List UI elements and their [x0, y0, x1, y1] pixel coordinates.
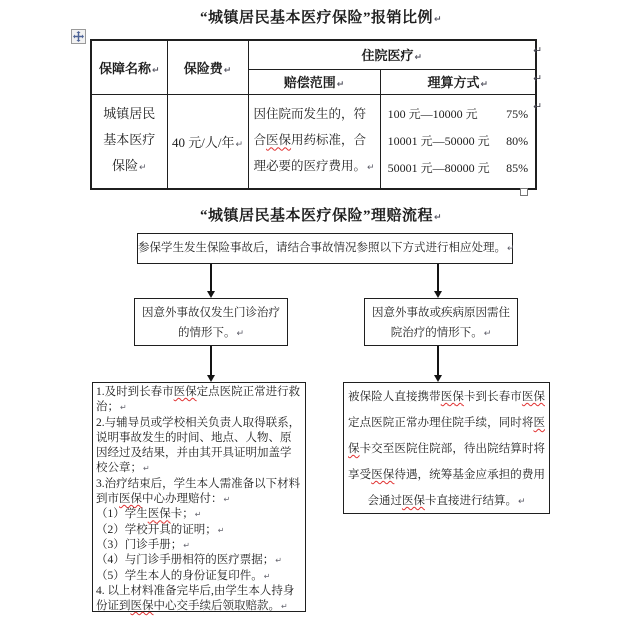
tier-percent: 75%: [506, 106, 529, 121]
tier-range: 10001 元—50000 元: [387, 133, 490, 148]
outpatient-steps-box: [92, 382, 306, 612]
four-way-arrow-icon: [73, 31, 84, 42]
tier-row: [388, 101, 529, 128]
text-line: （2）学校开具的证明；↵: [96, 523, 225, 536]
paragraph-mark-icon: ↵: [281, 602, 288, 612]
text-line: 保险↵: [111, 158, 147, 174]
reimbursement-title: [0, 6, 642, 27]
table-resize-handle[interactable]: [520, 188, 528, 196]
tier-range: 100 元—10000 元: [387, 106, 478, 121]
flow-arrow-down: [433, 346, 442, 382]
paragraph-mark-icon: ↵: [507, 244, 515, 254]
text-line: 院治疗的情形下。↵: [390, 327, 492, 339]
paragraph-mark-icon: ↵: [223, 495, 231, 505]
text-line: 合医保用药标准，合: [253, 133, 367, 148]
text-line: 的情形下。↵: [177, 327, 245, 339]
tier-percent: 85%: [506, 160, 529, 175]
tier-row: [388, 155, 529, 182]
text-line: 1.及时到长春市医保定点医院正常进行救治；↵: [96, 386, 301, 414]
paragraph-mark-icon: ↵: [336, 80, 345, 90]
premium-value: 40 元/人/年: [171, 134, 235, 150]
paragraph-mark-icon: ↵: [533, 72, 543, 85]
text-line: 3.治疗结束后，学生本人需准备以下材料到市医保中心办理赔付：↵: [96, 477, 301, 506]
paragraph-mark-icon: ↵: [517, 497, 526, 507]
text-line: 因住院而发生的，符: [253, 107, 367, 122]
paragraph-mark-icon: ↵: [533, 100, 543, 113]
text-line: （1）学生医保卡；↵: [96, 508, 202, 521]
header-scope-text: 赔偿范围: [283, 75, 336, 90]
table-header-hospital-group: [248, 40, 536, 69]
claims-title-text: “城镇居民基本医疗保险”理赔流程: [199, 208, 433, 224]
text-line: 因意外事故或疾病原因需住: [372, 307, 510, 319]
header-premium-text: 保险费: [183, 60, 223, 76]
paragraph-mark-icon: ↵: [194, 510, 202, 520]
flow-arrow-down: [206, 346, 215, 382]
text-line: （5）学生本人的身份证复印件。↵: [96, 569, 271, 582]
flow-start-text: 参保学生发生保险事故后，请结合事故情况参照以下方式进行相应处理。: [138, 242, 506, 254]
header-method-text: 理算方式: [427, 75, 480, 90]
text-line: 2.与辅导员或学校相关负责人取得联系，说明事故发生的时间、地点、人物、原因经过及结果，并由其开具证明加盖学校公章；↵: [96, 416, 301, 475]
header-name-text: 保障名称: [98, 60, 151, 76]
cell-compensation-scope: [248, 94, 380, 189]
table-header-method: [380, 69, 536, 94]
paragraph-mark-icon: ↵: [151, 65, 160, 76]
paragraph-mark-icon: ↵: [480, 80, 489, 90]
cell-plan-name: [91, 94, 167, 189]
reimbursement-table: [90, 39, 537, 190]
text-line: 基本医疗: [103, 132, 156, 148]
paragraph-mark-icon: ↵: [433, 213, 443, 223]
paragraph-mark-icon: ↵: [533, 44, 543, 57]
inpatient-result-box: [343, 382, 550, 514]
claims-title: [0, 204, 642, 225]
branch-box-outpatient: [134, 298, 288, 346]
table-header-name: [91, 40, 167, 94]
cell-premium: [167, 94, 248, 189]
text-line: 城镇居民: [103, 106, 156, 122]
paragraph-mark-icon: ↵: [138, 163, 147, 174]
text-line: 因意外事故仅发生门诊治疗: [142, 307, 280, 319]
flow-start-box: [137, 233, 513, 264]
header-hospital-text: 住院医疗: [361, 48, 414, 64]
flow-arrow-down: [206, 264, 215, 298]
text-line: （4）与门诊手册相符的医疗票据；↵: [96, 554, 282, 567]
table-header-scope: [248, 69, 380, 94]
tier-percent: 80%: [506, 133, 529, 148]
paragraph-mark-icon: ↵: [183, 540, 190, 550]
paragraph-mark-icon: ↵: [120, 403, 127, 413]
text-line: 4. 以上材料准备完毕后,由学生本人持身份证到医保中心交手续后领取赔款。↵: [96, 584, 295, 613]
table-header-premium: [167, 40, 248, 94]
cell-calculation-method: [380, 94, 536, 189]
paragraph-mark-icon: ↵: [414, 53, 423, 64]
tier-range: 50001 元—80000 元: [387, 160, 490, 175]
reimbursement-title-text: “城镇居民基本医疗保险”报销比例: [199, 10, 433, 26]
flow-arrow-down: [433, 264, 442, 298]
paragraph-mark-icon: ↵: [263, 571, 271, 581]
paragraph-mark-icon: ↵: [217, 525, 225, 535]
paragraph-mark-icon: ↵: [275, 556, 282, 566]
paragraph-mark-icon: ↵: [223, 65, 232, 76]
paragraph-mark-icon: ↵: [236, 329, 245, 339]
text-line: 理必要的医疗费用。↵: [253, 159, 375, 174]
paragraph-mark-icon: ↵: [143, 464, 150, 474]
text-line: （3）门诊手册；↵: [96, 538, 190, 551]
branch-box-inpatient: [364, 298, 518, 346]
paragraph-mark-icon: ↵: [235, 139, 244, 150]
tier-row: [388, 128, 529, 155]
paragraph-mark-icon: ↵: [367, 163, 375, 174]
paragraph-mark-icon: ↵: [433, 15, 443, 25]
inpatient-result-text: 被保险人直接携带医保卡到长春市医保定点医院正常办理住院手续，同时将医保卡交至医院住院部，待出院结算时将享受医保待遇，统筹基金应承担的费用会通过医保卡直接进行结算。: [348, 391, 545, 507]
table-move-handle[interactable]: [71, 29, 86, 44]
paragraph-mark-icon: ↵: [483, 329, 492, 339]
